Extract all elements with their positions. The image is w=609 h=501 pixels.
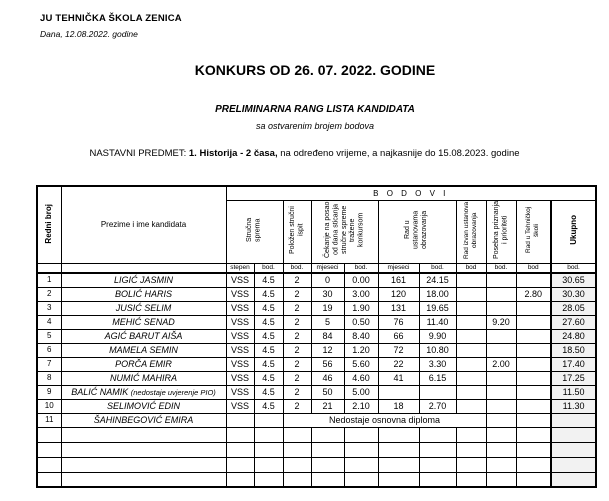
total-cell: 28.05	[551, 301, 596, 315]
total-cell: 30.30	[551, 287, 596, 301]
score-cell	[419, 442, 456, 457]
score-cell: 0.00	[344, 273, 378, 287]
subtitle-rank-list: PRELIMINARNA RANG LISTA KANDIDATA	[215, 104, 415, 115]
unit-label: bod.	[486, 263, 516, 273]
total-cell: 18.50	[551, 343, 596, 357]
table-row	[37, 385, 596, 399]
subject-line	[0, 148, 609, 159]
rotated-label: Rad izvan ustanova obrazovanja	[463, 201, 478, 259]
row-number	[37, 457, 61, 472]
score-cell	[226, 427, 254, 442]
candidate-name	[61, 329, 226, 343]
column-header-rad-u-ustanovama-obrazovanja	[378, 200, 456, 263]
row-number: 1	[37, 273, 61, 287]
score-cell	[456, 315, 486, 329]
unit-label: bod.	[283, 263, 311, 273]
score-cell	[378, 442, 419, 457]
header-row-units	[37, 263, 596, 273]
score-cell	[419, 385, 456, 399]
total-cell	[551, 472, 596, 487]
candidate-name	[61, 472, 226, 487]
score-cell: 2	[283, 287, 311, 301]
rotated-label: Položen stručni ispit	[288, 206, 304, 254]
table-row	[37, 371, 596, 385]
candidate-name	[61, 457, 226, 472]
score-cell	[283, 457, 311, 472]
school-name: JU TEHNIČKA ŠKOLA ZENICA	[40, 13, 182, 24]
score-cell: 6.15	[419, 371, 456, 385]
candidate-name-text: BALIĆ NAMIK	[71, 386, 129, 397]
score-cell: VSS	[226, 385, 254, 399]
empty-row	[37, 457, 596, 472]
document-title: KONKURS OD 26. 07. 2022. GODINE	[194, 62, 436, 78]
total-cell	[551, 427, 596, 442]
score-cell: 2.80	[516, 287, 551, 301]
score-cell: 4.5	[254, 301, 283, 315]
score-cell	[226, 442, 254, 457]
score-cell: 41	[378, 371, 419, 385]
column-header-polozen-strucni-ispit	[283, 200, 311, 263]
score-cell: VSS	[226, 357, 254, 371]
total-cell: 24.80	[551, 329, 596, 343]
candidate-name-text: ŠAHINBEGOVIĆ EMIRA	[93, 414, 194, 425]
column-header-rad-u-tehnickoj-skoli	[516, 200, 551, 263]
table-row	[37, 273, 596, 287]
total-cell: 30.65	[551, 273, 596, 287]
score-cell	[486, 287, 516, 301]
rotated-label: Rad u ustanovama obrazovanja	[404, 210, 429, 250]
score-cell	[486, 329, 516, 343]
score-cell	[344, 442, 378, 457]
score-cell: 2	[283, 371, 311, 385]
score-cell: 66	[378, 329, 419, 343]
column-header-bodovi: B O D O V I	[226, 186, 596, 200]
unit-label: stepen	[226, 263, 254, 273]
row-number: 6	[37, 343, 61, 357]
score-cell: 2.70	[419, 399, 456, 413]
score-cell	[456, 343, 486, 357]
total-cell	[551, 457, 596, 472]
score-cell	[226, 472, 254, 487]
row-number	[37, 427, 61, 442]
score-cell	[456, 399, 486, 413]
subject-suffix: na određeno vrijeme, a najkasnije do 15.08.2023. godine	[277, 148, 520, 159]
column-header-redni-broj: Redni broj	[37, 186, 61, 263]
score-cell: 30	[311, 287, 344, 301]
candidate-name	[61, 315, 226, 329]
candidate-name-text: LIGIĆ JASMIN	[113, 274, 173, 285]
candidate-name-text: PORČA EMIR	[115, 358, 172, 369]
score-cell: 2	[283, 343, 311, 357]
candidate-name	[61, 357, 226, 371]
row-number: 4	[37, 315, 61, 329]
score-cell	[378, 427, 419, 442]
score-cell: 19	[311, 301, 344, 315]
score-cell: VSS	[226, 343, 254, 357]
score-cell: 2	[283, 357, 311, 371]
score-cell	[419, 472, 456, 487]
unit-label: bod	[456, 263, 486, 273]
score-cell: 2	[283, 273, 311, 287]
unit-label: bod.	[344, 263, 378, 273]
unit-label: bod.	[254, 263, 283, 273]
score-cell: 161	[378, 273, 419, 287]
score-cell	[226, 457, 254, 472]
score-cell	[516, 315, 551, 329]
total-cell: 17.40	[551, 357, 596, 371]
score-cell	[456, 472, 486, 487]
empty-row	[37, 472, 596, 487]
units-empty-name	[61, 263, 226, 273]
score-cell: 0.50	[344, 315, 378, 329]
score-cell	[456, 371, 486, 385]
candidate-name-text: MEHIĆ SENAD	[112, 316, 175, 327]
score-cell	[344, 457, 378, 472]
score-cell	[456, 427, 486, 442]
score-cell	[456, 329, 486, 343]
score-cell: VSS	[226, 301, 254, 315]
total-cell: 17.25	[551, 371, 596, 385]
score-cell: 4.5	[254, 329, 283, 343]
score-cell: 5	[311, 315, 344, 329]
score-cell: 4.5	[254, 371, 283, 385]
row-number: 8	[37, 371, 61, 385]
score-cell: 3.00	[344, 287, 378, 301]
rotated-label: Posebna priznanja i prioriteti	[492, 200, 508, 259]
score-cell: VSS	[226, 315, 254, 329]
score-cell: 72	[378, 343, 419, 357]
candidate-name	[61, 343, 226, 357]
subtitle-points: sa ostvarenim brojem bodova	[255, 121, 375, 131]
score-cell: 11.40	[419, 315, 456, 329]
score-cell: 18	[378, 399, 419, 413]
row-number: 3	[37, 301, 61, 315]
total-cell	[551, 413, 596, 427]
score-cell: 9.90	[419, 329, 456, 343]
unit-label: mjeseci	[311, 263, 344, 273]
score-cell: 0	[311, 273, 344, 287]
score-cell: 120	[378, 287, 419, 301]
candidate-name	[61, 385, 226, 399]
score-cell: 56	[311, 357, 344, 371]
score-cell: 12	[311, 343, 344, 357]
candidate-name-text: JUSIĆ SELIM	[115, 302, 172, 313]
score-cell	[456, 357, 486, 371]
candidate-name	[61, 413, 226, 427]
score-cell	[516, 273, 551, 287]
score-cell: VSS	[226, 371, 254, 385]
row-number	[37, 472, 61, 487]
score-cell: 2.10	[344, 399, 378, 413]
empty-row	[37, 442, 596, 457]
score-cell: 4.5	[254, 357, 283, 371]
score-cell: 10.80	[419, 343, 456, 357]
score-cell	[516, 399, 551, 413]
candidate-name-text: SELIMOVIĆ EDIN	[106, 400, 180, 411]
score-cell	[486, 472, 516, 487]
candidate-name	[61, 301, 226, 315]
total-cell: 11.30	[551, 399, 596, 413]
table-row	[37, 343, 596, 357]
candidate-name-text: MAMELA SEMIN	[109, 344, 178, 355]
header-row-top	[37, 186, 596, 200]
score-cell	[378, 457, 419, 472]
candidate-note: (nedostaje uvjerenje PIO)	[130, 387, 216, 397]
score-cell	[283, 442, 311, 457]
score-cell: 4.5	[254, 399, 283, 413]
score-cell	[516, 329, 551, 343]
table-row	[37, 329, 596, 343]
score-cell: VSS	[226, 287, 254, 301]
score-cell: 24.15	[419, 273, 456, 287]
table-row	[37, 301, 596, 315]
row-number: 7	[37, 357, 61, 371]
score-cell: 5.00	[344, 385, 378, 399]
score-cell: 4.5	[254, 343, 283, 357]
table-row	[37, 357, 596, 371]
candidate-name	[61, 427, 226, 442]
score-cell	[456, 442, 486, 457]
row-number: 2	[37, 287, 61, 301]
score-cell: 46	[311, 371, 344, 385]
score-cell: 50	[311, 385, 344, 399]
score-cell	[456, 273, 486, 287]
score-cell	[311, 427, 344, 442]
score-cell	[254, 472, 283, 487]
score-cell	[378, 385, 419, 399]
total-cell	[551, 442, 596, 457]
rotated-label: Rad u Tehničkoj školi	[525, 206, 541, 254]
score-cell	[378, 472, 419, 487]
score-cell: 1.20	[344, 343, 378, 357]
score-cell	[419, 427, 456, 442]
rotated-label: Čekanje na posao od dana sticanja stručne spreme tražene konkursom	[323, 201, 365, 259]
score-cell	[516, 385, 551, 399]
score-cell	[486, 273, 516, 287]
table-row	[37, 413, 596, 427]
score-cell	[456, 385, 486, 399]
score-cell: VSS	[226, 329, 254, 343]
score-cell: 18.00	[419, 287, 456, 301]
score-cell: 21	[311, 399, 344, 413]
table-row	[37, 287, 596, 301]
score-cell	[419, 457, 456, 472]
row-number: 11	[37, 413, 61, 427]
column-header-rad-izvan-ustanova	[456, 200, 486, 263]
unit-label: bod	[516, 263, 551, 273]
column-header-cekanje-na-posao	[311, 200, 378, 263]
score-cell	[486, 413, 516, 427]
score-cell	[516, 371, 551, 385]
score-cell: 9.20	[486, 315, 516, 329]
column-header-strucna-sprema	[226, 200, 283, 263]
column-header-ukupno	[551, 200, 596, 263]
row-number: 9	[37, 385, 61, 399]
score-cell	[254, 413, 283, 427]
column-header-posebna-priznanja-prioriteti	[486, 200, 516, 263]
score-cell	[516, 457, 551, 472]
score-cell	[486, 427, 516, 442]
subject-prefix: NASTAVNI PREDMET:	[89, 148, 189, 159]
score-cell	[311, 457, 344, 472]
score-cell	[456, 287, 486, 301]
score-cell	[456, 301, 486, 315]
row-number	[37, 442, 61, 457]
units-empty-redni	[37, 263, 61, 273]
score-cell: 4.5	[254, 273, 283, 287]
score-cell: 4.5	[254, 315, 283, 329]
score-cell: 3.30	[419, 357, 456, 371]
candidate-name-text: BOLIĆ HARIS	[114, 288, 172, 299]
candidate-name-text: AGIĆ BARUT AIŠA	[104, 330, 183, 341]
score-cell	[456, 457, 486, 472]
score-cell	[283, 427, 311, 442]
score-cell	[486, 371, 516, 385]
unit-label: bod.	[419, 263, 456, 273]
rotated-label: Ukupno	[568, 215, 578, 245]
score-cell: 2.00	[486, 357, 516, 371]
score-cell	[254, 427, 283, 442]
total-cell: 11.50	[551, 385, 596, 399]
rotated-label: Stručna sprema	[246, 217, 262, 243]
score-cell: 4.5	[254, 385, 283, 399]
score-cell	[486, 301, 516, 315]
score-cell	[516, 427, 551, 442]
missing-diploma-note: Nedostaje osnovna diploma	[283, 413, 486, 427]
score-cell: 22	[378, 357, 419, 371]
score-cell	[516, 472, 551, 487]
candidate-name	[61, 371, 226, 385]
score-cell	[486, 385, 516, 399]
candidate-name	[61, 287, 226, 301]
score-cell: 2	[283, 315, 311, 329]
score-cell	[486, 457, 516, 472]
table-row	[37, 315, 596, 329]
score-cell: VSS	[226, 273, 254, 287]
score-cell	[516, 413, 551, 427]
candidate-name	[61, 442, 226, 457]
candidate-name	[61, 273, 226, 287]
score-cell	[344, 472, 378, 487]
score-cell: 76	[378, 315, 419, 329]
score-cell	[486, 399, 516, 413]
score-cell	[226, 413, 254, 427]
table-body	[37, 273, 596, 487]
candidates-table	[36, 185, 597, 488]
row-number: 5	[37, 329, 61, 343]
score-cell	[516, 343, 551, 357]
score-cell: 8.40	[344, 329, 378, 343]
score-cell: 4.5	[254, 287, 283, 301]
score-cell: 2	[283, 385, 311, 399]
score-cell	[486, 343, 516, 357]
score-cell: 84	[311, 329, 344, 343]
score-cell: VSS	[226, 399, 254, 413]
score-cell: 2	[283, 329, 311, 343]
score-cell	[486, 442, 516, 457]
score-cell: 131	[378, 301, 419, 315]
unit-label: bod.	[551, 263, 596, 273]
score-cell	[344, 427, 378, 442]
score-cell: 2	[283, 301, 311, 315]
score-cell	[516, 442, 551, 457]
score-cell: 19.65	[419, 301, 456, 315]
total-cell: 27.60	[551, 315, 596, 329]
subject-course: 1. Historija - 2 časa,	[188, 148, 278, 159]
score-cell	[283, 472, 311, 487]
candidate-name-text: NUMIĆ MAHIRA	[110, 372, 177, 383]
score-cell	[516, 357, 551, 371]
score-cell: 1.90	[344, 301, 378, 315]
unit-label: mjeseci	[378, 263, 419, 273]
candidate-name	[61, 399, 226, 413]
score-cell: 5.60	[344, 357, 378, 371]
score-cell	[254, 442, 283, 457]
score-cell: 4.60	[344, 371, 378, 385]
date-line: Dana, 12.08.2022. godine	[40, 29, 138, 39]
score-cell: 2	[283, 399, 311, 413]
score-cell	[311, 442, 344, 457]
score-cell	[516, 301, 551, 315]
score-cell	[311, 472, 344, 487]
empty-row	[37, 427, 596, 442]
row-number: 10	[37, 399, 61, 413]
column-header-prezime-ime: Prezime i ime kandidata	[61, 186, 226, 263]
table-row	[37, 399, 596, 413]
score-cell	[254, 457, 283, 472]
